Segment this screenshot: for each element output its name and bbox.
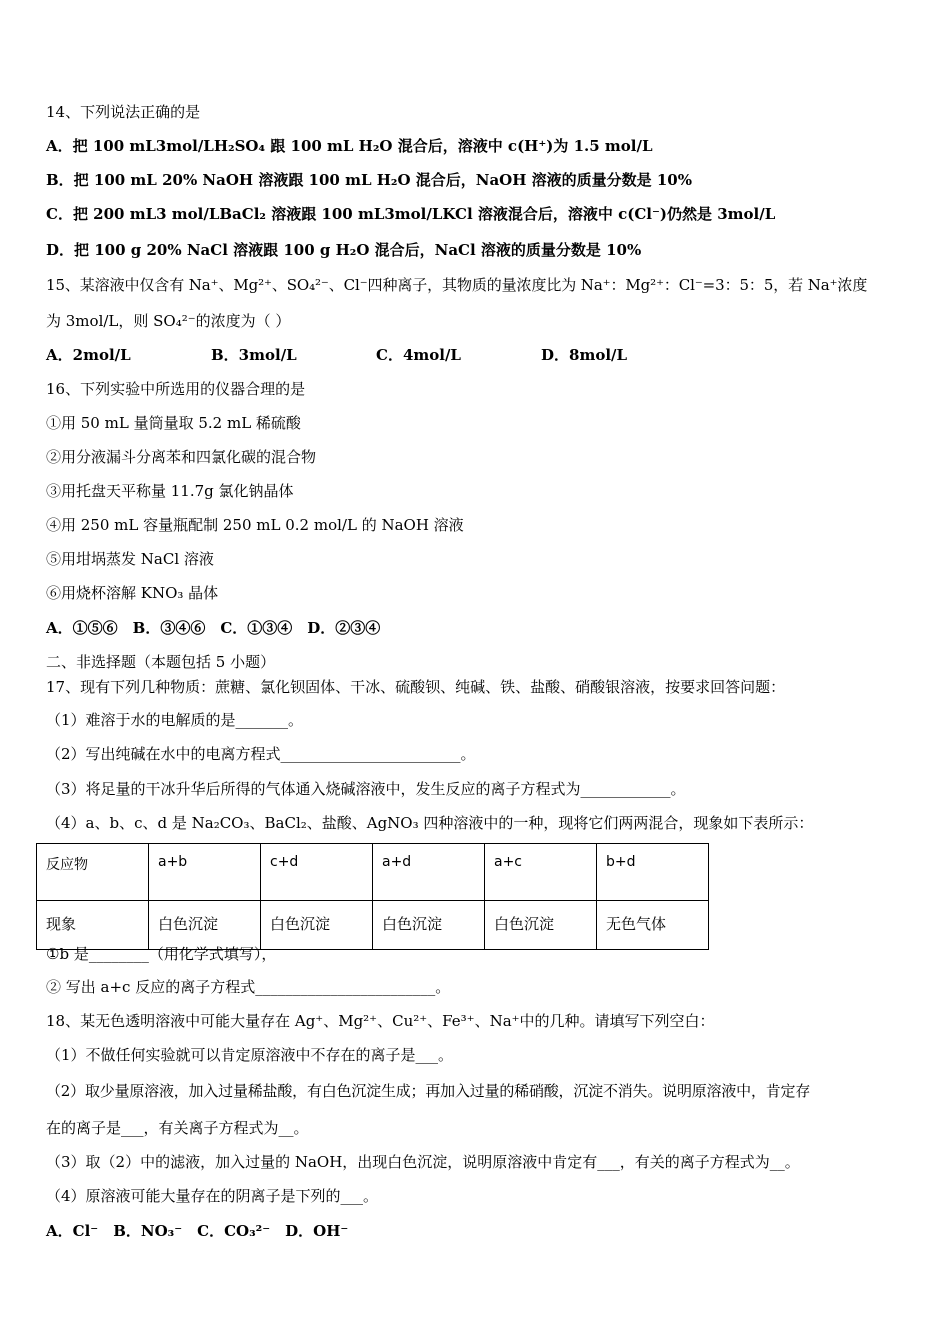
table-cell: a+d xyxy=(373,844,485,901)
q18-part4: （4）原溶液可能大量存在的阴离子是下列的___。 xyxy=(46,1187,379,1205)
q18-stem: 18、某无色透明溶液中可能大量存在 Ag⁺、Mg²⁺、Cu²⁺、Fe³⁺、Na⁺中的几种。请填写下列空白： xyxy=(46,1012,715,1030)
table-cell: 无色气体 xyxy=(597,901,709,950)
reaction-table xyxy=(36,843,709,950)
q18-options: A．Cl⁻ B．NO₃⁻ C．CO₃²⁻ D．OH⁻ xyxy=(46,1222,349,1240)
q14-stem: 14、下列说法正确的是 xyxy=(46,103,201,121)
table-cell: 白色沉淀 xyxy=(485,901,597,950)
table-cell: 白色沉淀 xyxy=(373,901,485,950)
q16-item-3: ③用托盘天平称量 11.7g 氯化钠晶体 xyxy=(46,482,294,500)
table-cell: 白色沉淀 xyxy=(149,901,261,950)
table-cell: a+b xyxy=(149,844,261,901)
q14-option-d: D．把 100 g 20% NaCl 溶液跟 100 g H₂O 混合后，NaCl 溶液的质量分数是 10% xyxy=(46,241,642,259)
q17-part1: （1）难溶于水的电解质的是_______。 xyxy=(46,711,304,729)
q16-item-2: ②用分液漏斗分离苯和四氯化碳的混合物 xyxy=(46,448,317,466)
q17-sub2: ② 写出 a+c 反应的离子方程式________________________。 xyxy=(46,978,451,996)
table-cell: b+d xyxy=(597,844,709,901)
q15-option-a: A．2mol/L xyxy=(46,346,131,364)
q18-part3: （3）取（2）中的滤液，加入过量的 NaOH，出现白色沉淀，说明原溶液中肯定有___，有关的离子方程式为__。 xyxy=(46,1153,800,1171)
q14-option-c: C．把 200 mL3 mol/LBaCl₂ 溶液跟 100 mL3mol/LKCl 溶液混合后，溶液中 c(Cl⁻)仍然是 3mol/L xyxy=(46,205,776,223)
q14-option-a: A．把 100 mL3mol/LH₂SO₄ 跟 100 mL H₂O 混合后，溶液中 c(H⁺)为 1.5 mol/L xyxy=(46,137,653,155)
q17-part3: （3）将足量的干冰升华后所得的气体通入烧碱溶液中，发生反应的离子方程式为____________。 xyxy=(46,780,686,798)
q16-stem: 16、下列实验中所选用的仪器合理的是 xyxy=(46,380,306,398)
q16-options: A．①⑤⑥ B．③④⑥ C．①③④ D．②③④ xyxy=(46,619,381,637)
q17-part4: （4）a、b、c、d 是 Na₂CO₃、BaCl₂、盐酸、AgNO₃ 四种溶液中的一种，现将它们两两混合，现象如下表所示： xyxy=(46,814,814,832)
table-cell: c+d xyxy=(261,844,373,901)
q15-stem-line2: 为 3mol/L，则 SO₄²⁻的浓度为（ ） xyxy=(46,312,291,330)
q14-option-b: B．把 100 mL 20% NaOH 溶液跟 100 mL H₂O 混合后，NaOH 溶液的质量分数是 10% xyxy=(46,171,692,189)
q18-part1: （1）不做任何实验就可以肯定原溶液中不存在的离子是___。 xyxy=(46,1046,454,1064)
q15-option-b: B．3mol/L xyxy=(211,346,297,364)
q16-item-6: ⑥用烧杯溶解 KNO₃ 晶体 xyxy=(46,584,219,602)
table-row xyxy=(37,901,709,950)
q15-options xyxy=(46,345,706,365)
q18-part2-line1: （2）取少量原溶液，加入过量稀盐酸，有白色沉淀生成；再加入过量的稀硝酸，沉淀不消失。说明原溶液中，肯定存 xyxy=(46,1082,811,1100)
q16-item-4: ④用 250 mL 容量瓶配制 250 mL 0.2 mol/L 的 NaOH 溶液 xyxy=(46,516,464,534)
table-cell: 现象 xyxy=(37,901,149,950)
q15-stem-line1: 15、某溶液中仅含有 Na⁺、Mg²⁺、SO₄²⁻、Cl⁻四种离子，其物质的量浓度比为 Na⁺：Mg²⁺：Cl⁻=3：5：5，若 Na⁺浓度 xyxy=(46,276,868,294)
table-cell: 反应物 xyxy=(37,844,149,901)
q15-option-c: C．4mol/L xyxy=(376,346,461,364)
table-cell: 白色沉淀 xyxy=(261,901,373,950)
q16-item-1: ①用 50 mL 量筒量取 5.2 mL 稀硫酸 xyxy=(46,414,301,432)
section-title: 二、非选择题（本题包括 5 小题） xyxy=(46,653,276,671)
q17-stem: 17、现有下列几种物质：蔗糖、氯化钡固体、干冰、硫酸钡、纯碱、铁、盐酸、硝酸银溶液，按要求回答问题： xyxy=(46,678,786,696)
q16-item-5: ⑤用坩埚蒸发 NaCl 溶液 xyxy=(46,550,214,568)
q17-sub1: ①b 是________（用化学式填写）， xyxy=(46,945,277,963)
q18-part2-line2: 在的离子是___，有关离子方程式为__。 xyxy=(46,1119,309,1137)
table-header-row xyxy=(37,844,709,901)
q17-part2: （2）写出纯碱在水中的电离方程式________________________。 xyxy=(46,745,476,763)
table-cell: a+c xyxy=(485,844,597,901)
q15-option-d: D．8mol/L xyxy=(541,346,628,364)
